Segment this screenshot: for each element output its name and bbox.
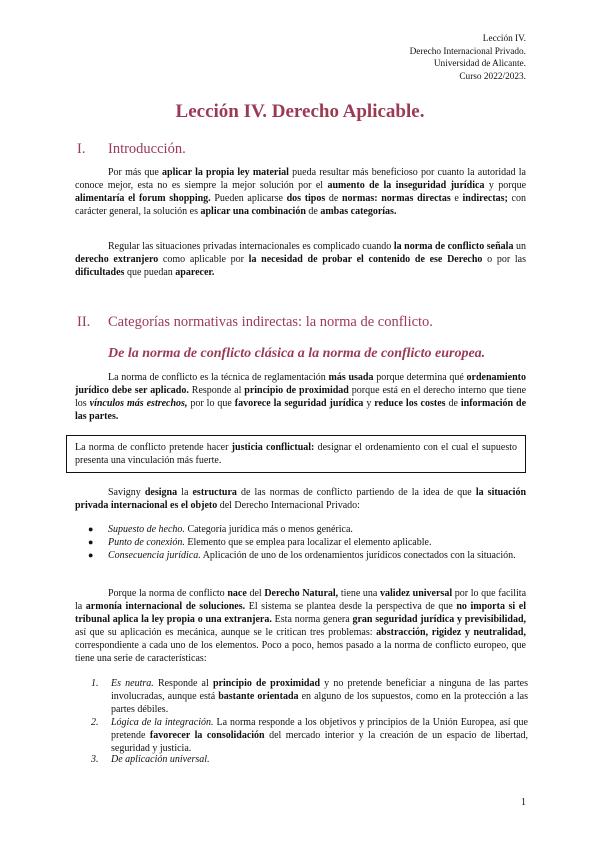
- text-run: validez universal: [380, 588, 453, 599]
- numbered-item-1: [91, 677, 528, 716]
- text-run: la: [177, 487, 193, 498]
- numbered-item-3-text: [111, 753, 528, 766]
- text-run: Elemento que se emplea para localizar el elemento aplicable.: [184, 537, 432, 548]
- text-run: correspondiente a cada uno de los elementos. Poco a poco, hemos pasado a la norma de conflicto europeo, que tiene una serie de características:: [75, 640, 526, 665]
- section-1-paragraph-1: [75, 166, 526, 218]
- section-1-paragraph-2-text: [75, 241, 526, 278]
- text-run: información de las partes.: [75, 398, 527, 423]
- section-1-number: I.: [77, 141, 86, 157]
- bullet-item-1: [88, 523, 528, 536]
- text-run: Porque la norma de conflicto: [108, 588, 228, 599]
- text-run: y no pretende beneficiar a ninguna de las partes involucradas, aunque está: [111, 678, 528, 702]
- text-run: La norma de conflicto es la técnica de reglamentación: [108, 372, 329, 383]
- text-run: porque determina qué: [373, 372, 467, 383]
- text-run: de: [445, 398, 461, 410]
- text-run: de: [325, 193, 342, 205]
- text-run: dos tipos: [286, 193, 326, 205]
- text-run: la norma de conflicto señala: [393, 241, 514, 252]
- text-run: nace: [227, 588, 247, 599]
- text-run: abstracción, rigidez y neutralidad,: [376, 627, 526, 639]
- section-2-title: Categorías normativas indirectas: la norma de conflicto.: [108, 314, 433, 330]
- text-run: Supuesto de hecho.: [108, 524, 185, 535]
- text-run: del: [246, 588, 265, 599]
- text-run: La norma responde a los objetivos y principios de la Unión Europea, así que pretende: [111, 717, 528, 741]
- numbered-item-3: [91, 753, 528, 766]
- text-run: armonía internacional de soluciones.: [85, 601, 246, 613]
- text-run: favorecer la consolidación: [149, 730, 265, 741]
- text-run: Esta norma genera: [271, 614, 353, 626]
- numbered-item-2: [91, 716, 528, 755]
- text-run: con carácter general, la solución es: [75, 193, 526, 218]
- text-run: y: [363, 398, 375, 410]
- text-run: aumento de la inseguridad jurídica: [327, 180, 485, 192]
- text-run: Por más que: [108, 167, 163, 178]
- header-line-4: Curso 2022/2023.: [459, 71, 526, 82]
- numbered-item-2-text: [111, 716, 528, 755]
- text-run: no importa si el tribunal aplica la ley propia o una extranjera.: [75, 601, 526, 626]
- section-2-paragraph-1-text: [75, 372, 526, 422]
- text-run: tiene una: [338, 588, 380, 599]
- text-run: derecho extranjero: [75, 254, 159, 266]
- text-run: pueda resultar más beneficioso por cuanto la autoridad la conoce mejor, esta no es siempre la mejor solución por el: [75, 167, 526, 192]
- text-run: vínculos más estrechos,: [89, 398, 188, 410]
- text-run: Responde al: [153, 678, 213, 689]
- text-run: e: [450, 193, 463, 205]
- highlight-box: [66, 435, 526, 473]
- text-run: que puedan: [124, 267, 176, 279]
- text-run: estructura: [192, 487, 237, 498]
- numbered-mark: 1.: [91, 678, 99, 689]
- bullet-mark: ●: [88, 537, 94, 547]
- text-run: La norma de conflicto pretende hacer: [75, 442, 232, 453]
- text-run: de: [305, 206, 321, 218]
- text-run: Consecuencia jurídica.: [108, 550, 201, 561]
- text-run: normas: normas directas: [342, 193, 451, 205]
- text-run: Es neutra.: [111, 678, 154, 689]
- text-run: gran seguridad jurídica y previsibilidad,: [352, 614, 527, 626]
- text-run: como aplicable por: [158, 254, 249, 266]
- text-run: por lo que facilita la: [75, 588, 527, 613]
- text-run: designa: [144, 487, 178, 498]
- section-2-paragraph-2-text: [75, 487, 526, 511]
- text-run: Lógica de la integración.: [111, 717, 214, 728]
- section-2-paragraph-3: [75, 587, 526, 666]
- text-run: alimentaría el forum shopping.: [75, 193, 211, 205]
- bullet-item-2-text: [108, 536, 528, 549]
- text-run: Derecho Natural,: [264, 588, 339, 599]
- bullet-item-3: [88, 549, 528, 562]
- bullet-item-1-text: [108, 523, 528, 536]
- text-run: ambas categorías.: [320, 206, 397, 218]
- text-run: reduce los costes: [374, 398, 446, 410]
- numbered-mark: 3.: [91, 754, 99, 765]
- bullet-item-3-text: [108, 549, 528, 562]
- numbered-mark: 2.: [91, 717, 99, 728]
- document-title: Lección IV. Derecho Aplicable.: [175, 101, 425, 122]
- header-line-1: Lección IV.: [482, 34, 526, 44]
- text-run: aplicar una combinación: [200, 206, 306, 218]
- text-run: y porque: [484, 180, 527, 192]
- section-2-heading: [77, 314, 433, 331]
- text-run: ordenamiento jurídico debe ser aplicado.: [75, 372, 526, 397]
- text-run: del Derecho Internacional Privado:: [217, 500, 360, 512]
- header-line-3: Universidad de Alicante.: [433, 59, 526, 70]
- section-1-paragraph-2: [75, 240, 526, 279]
- section-2-paragraph-1: [75, 371, 526, 423]
- section-2-paragraph-3-text: [75, 588, 526, 664]
- text-run: más usada: [328, 372, 374, 383]
- text-run: Responde al: [188, 385, 245, 397]
- section-1-heading: [77, 141, 186, 158]
- text-run: De aplicación universal.: [111, 754, 210, 765]
- text-run: Aplicación de uno de los ordenamientos jurídicos conectados con la situación.: [200, 550, 516, 561]
- section-2-number: II.: [77, 314, 91, 330]
- numbered-item-1-text: [111, 677, 528, 716]
- text-run: Savigny: [108, 487, 145, 498]
- text-run: porque está en el derecho interno que tiene los: [75, 385, 527, 410]
- text-run: Pueden aplicarse: [210, 193, 287, 205]
- page-number: 1: [521, 797, 526, 808]
- text-run: la necesidad de probar el contenido de ese Derecho: [248, 254, 483, 266]
- text-run: favorece la seguridad jurídica: [234, 398, 364, 410]
- text-run: El sistema se plantea desde la perspectiva de que: [245, 601, 457, 613]
- text-run: aplicar la propia ley material: [162, 167, 289, 178]
- text-run: de las normas de conflicto partiendo de la idea de que: [236, 487, 476, 498]
- text-run: o por las: [482, 254, 526, 266]
- text-run: aparecer.: [175, 267, 215, 279]
- section-1-title: Introducción.: [108, 141, 186, 157]
- text-run: principio de proximidad: [244, 385, 349, 397]
- text-run: la situación privada internacional es el objeto: [75, 487, 527, 512]
- text-run: designar el ordenamiento con el cual el supuesto presenta una vinculación más fuerte.: [75, 442, 517, 466]
- page-header: [410, 33, 526, 83]
- text-run: así que su aplicación es mecánica, aunque se le critican tres problemas:: [75, 627, 377, 639]
- text-run: un: [513, 241, 526, 252]
- section-2-subtitle: De la norma de conflicto clásica a la norma de conflicto europea.: [108, 346, 486, 361]
- bullet-item-2: [88, 536, 528, 549]
- text-run: Categoría jurídica más o menos genérica.: [184, 524, 353, 535]
- text-run: en alguno de los supuestos, como en la protección a las partes débiles.: [111, 691, 528, 715]
- text-run: por lo que: [187, 398, 235, 410]
- bullet-mark: ●: [88, 550, 94, 560]
- text-run: Regular las situaciones privadas internacionales es complicado cuando: [108, 241, 394, 252]
- section-2-paragraph-2: [75, 486, 526, 512]
- text-run: bastante orientada: [218, 691, 299, 702]
- bullet-mark: ●: [88, 524, 94, 534]
- text-run: justicia conflictual:: [231, 442, 315, 453]
- text-run: principio de proximidad: [212, 678, 321, 689]
- text-run: dificultades: [75, 267, 125, 279]
- highlight-box-text: [75, 442, 517, 466]
- header-line-2: Derecho Internacional Privado.: [409, 46, 526, 57]
- text-run: indirectas;: [462, 193, 508, 205]
- text-run: Punto de conexión.: [108, 537, 185, 548]
- section-1-paragraph-1-text: [75, 167, 526, 217]
- text-run: del mercado interior y la creación de un espacio de libertad, seguridad y justicia.: [111, 730, 528, 754]
